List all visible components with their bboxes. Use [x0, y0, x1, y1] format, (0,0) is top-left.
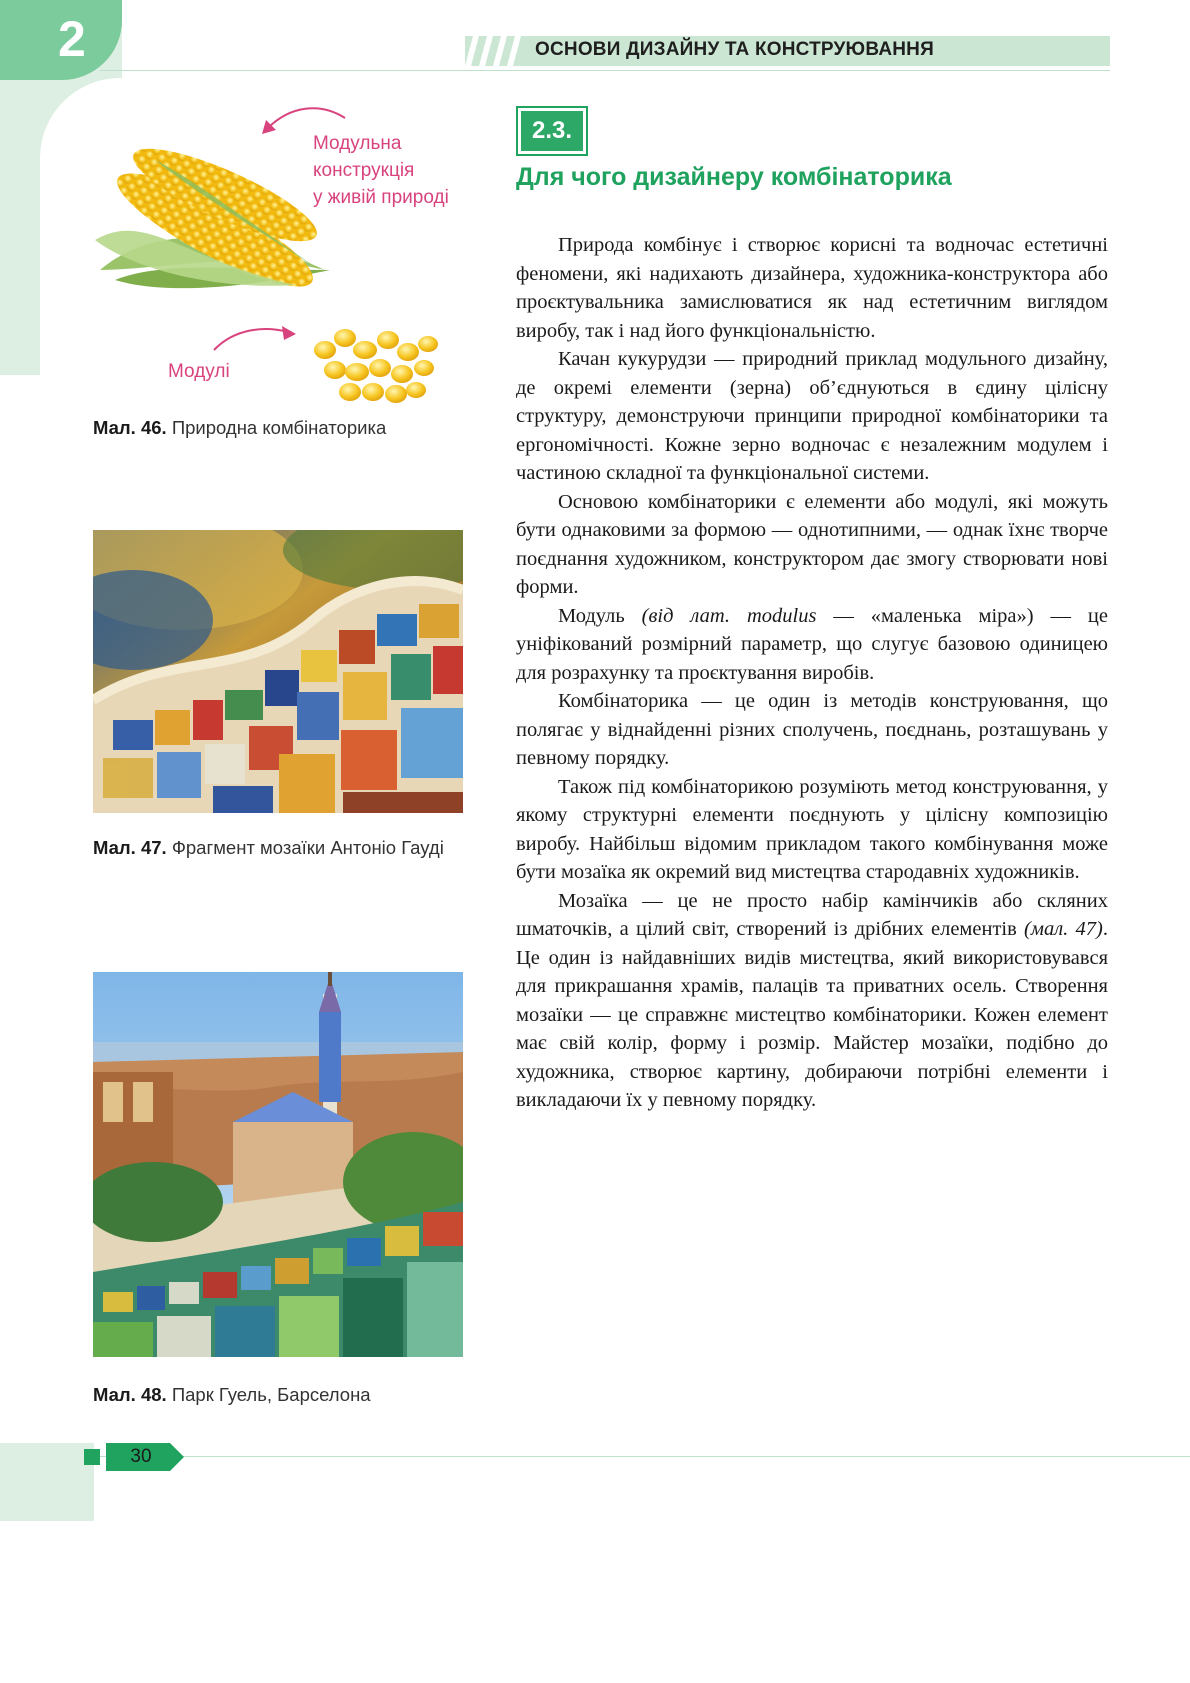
- paragraph: Комбінаторика — це один із методів конструювання, що полягає у віднайденні різних сполучень, поєднань, розташувань у певному порядку.: [516, 690, 1108, 769]
- paragraph: Основою комбінаторики є елементи або модулі, які можуть бути однаковими за формою — однотипними, — однак їхнє творче поєднання художником, конструктором дає змогу створювати нові форми.: [516, 490, 1108, 598]
- corn-kernels-image: [300, 310, 450, 410]
- paragraph: [516, 602, 1108, 688]
- annotation-modular-3: у живій природі: [313, 187, 449, 208]
- paragraph: [516, 887, 1108, 1115]
- caption-fig46: [93, 415, 463, 441]
- chapter-number: 2: [58, 11, 86, 67]
- annotation-modular-1: Модульна: [313, 133, 402, 154]
- paragraph: Також під комбінаторикою розуміють метод конструювання, у якому структурні елементи поєднують у цілісну композицію виробу. Найбільш відомим прикладом такого комбінування може бути мозаїка як окремий вид мистецтва стародавніх художників.: [516, 775, 1108, 883]
- paragraph-part: Мозаїка — це не просто набір камінчиків або скляних шматочків, а цілий світ, створений із дрібних елементів: [516, 889, 1108, 940]
- paragraph-italic: (мал. 47): [1024, 918, 1103, 940]
- page-marker-square: [84, 1449, 100, 1465]
- paragraph: Качан кукурудзи — природний приклад модульного дизайну, де окремі елементи (зерна) об’єднуються в єдину цілісну структуру, демонструючи принципи природної комбінаторики та ергономічності. Кожне зерно водночас є незалежним модулем і частиною складної та функціональної системи.: [516, 348, 1108, 484]
- paragraph-italic: (від лат. modulus: [641, 604, 817, 627]
- caption-fig48-text: Парк Гуель, Барселона: [171, 1384, 371, 1405]
- paragraph-part: — «маленька міра») — це уніфікований розмірний параметр, що слугує базовою одиницею для розрахунку та проєктування виробів.: [516, 604, 1108, 684]
- caption-fig48: [93, 1382, 463, 1408]
- paragraph-part: Модуль: [558, 604, 642, 627]
- body-text: [516, 231, 1108, 1115]
- paragraph-part: . Це один із найдавніших видів мистецтва, який використовувався для прикрашання храмів, палаців та приватних осель. Створення мозаїки — це справжнє мистецтво комбінаторики. Кожен елемент має свій колір, форму і розмір. Майстер мозаїки, подібно до художника, створює картину, добираючи потрібні елементи і викладаючи їх у певному порядку.: [516, 918, 1108, 1111]
- annotation-modular-2: конструкція: [313, 160, 415, 181]
- annotation-modules: Модулі: [168, 361, 230, 382]
- caption-fig46-text: Природна комбінаторика: [171, 417, 387, 438]
- park-guell-image: [93, 972, 463, 1357]
- straight-arrow-icon: [210, 320, 300, 360]
- gaudi-mosaic-image: [93, 530, 463, 813]
- header-divider: [100, 70, 1110, 71]
- caption-fig47-label: Мал. 47.: [93, 837, 167, 858]
- caption-fig47: [93, 835, 463, 861]
- paragraph: Природа комбінує і створює корисні та водночас естетичні феномени, які надихають дизайнера, художника-конструктора або проєктувальника замислюватися як над естетичним виглядом виробу, так і над його функціональністю.: [516, 234, 1108, 342]
- corn-cob-image: [95, 120, 345, 300]
- page-number: 30: [130, 1446, 152, 1467]
- running-header-title: ОСНОВИ ДИЗАЙНУ ТА КОНСТРУЮВАННЯ: [535, 39, 934, 60]
- header-stripes-icon: [465, 36, 525, 66]
- footer-tab: [0, 1443, 94, 1521]
- section-number: 2.3.: [521, 111, 583, 151]
- footer-divider: [100, 1456, 1190, 1457]
- caption-fig46-label: Мал. 46.: [93, 417, 167, 438]
- caption-fig48-label: Мал. 48.: [93, 1384, 167, 1405]
- section-title: Для чого дизайнеру комбінаторика: [516, 163, 952, 191]
- caption-fig47-text: Фрагмент мозаїки Антоніо Гауді: [171, 837, 444, 858]
